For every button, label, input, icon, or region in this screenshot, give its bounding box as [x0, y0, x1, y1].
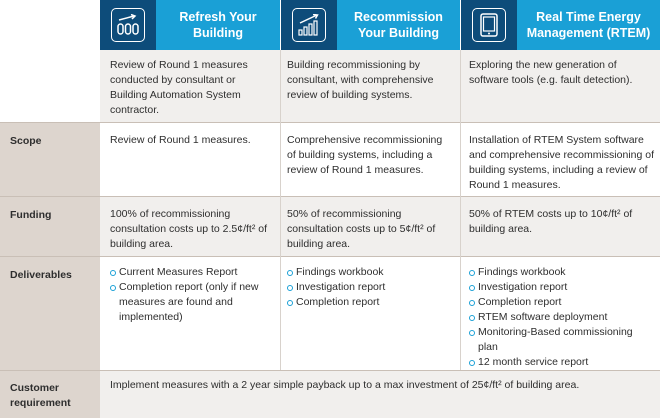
scope-refresh: Review of Round 1 measures.	[100, 123, 280, 196]
deliverables-rtem	[461, 257, 660, 370]
column-divider	[280, 50, 281, 370]
scope-rtem: Installation of RTEM System software and comprehensive recommissioning of building systems, including a review of Round 1 measures.	[461, 123, 660, 196]
header-refresh	[100, 0, 280, 50]
header-title: Real Time Energy Management (RTEM)	[526, 10, 651, 40]
row-divider	[0, 370, 660, 371]
row-divider	[0, 256, 660, 257]
list-item: Completion report (only if new measures are found and implemented)	[110, 280, 272, 325]
list-item: Investigation report	[287, 280, 452, 295]
list-item: Completion report	[287, 295, 452, 310]
list-item: Findings workbook	[287, 265, 452, 280]
list-item: Current Measures Report	[110, 265, 272, 280]
header-rtem	[461, 0, 660, 50]
header-title: Refresh Your Building	[179, 10, 257, 40]
deliverables-label: Deliverables	[0, 257, 100, 370]
intro-refresh: Review of Round 1 measures conducted by consultant or Building Automation System contractor.	[100, 50, 280, 122]
list-item: Investigation report	[469, 280, 654, 295]
scope-label: Scope	[0, 123, 100, 196]
list-item: Completion report	[469, 295, 654, 310]
scope-recommission: Comprehensive recommissioning of building systems, including a review of Round 1 measures.	[281, 123, 460, 196]
header-title: Recommission Your Building	[354, 10, 443, 40]
list-item: Findings workbook	[469, 265, 654, 280]
funding-rtem: 50% of RTEM costs up to 10¢/ft² of building area.	[461, 197, 660, 256]
funding-label: Funding	[0, 197, 100, 256]
intro-rtem: Exploring the new generation of software tools (e.g. fault detection).	[461, 50, 660, 122]
deliverables-recommission	[281, 257, 460, 370]
deliverables-refresh	[100, 257, 280, 370]
funding-refresh: 100% of recommissioning consultation costs up to 2.5¢/ft² of building area.	[100, 197, 280, 256]
row-divider	[0, 122, 660, 123]
customer-requirement-label: Customer requirement	[0, 371, 100, 418]
funding-recommission: 50% of recommissioning consultation costs up to 5¢/ft² of building area.	[281, 197, 460, 256]
tablet-icon	[461, 0, 517, 50]
list-item: RTEM software deployment	[469, 310, 654, 325]
intro-recommission: Building recommissioning by consultant, with comprehensive review of building systems.	[281, 50, 460, 122]
list-item: Monitoring-Based commissioning plan	[469, 325, 654, 355]
customer-requirement-text: Implement measures with a 2 year simple payback up to a max investment of 25¢/ft² of building area.	[100, 371, 660, 418]
bar-chart-icon	[281, 0, 337, 50]
intro-label	[0, 50, 100, 122]
row-divider	[0, 196, 660, 197]
energy-meter-icon	[100, 0, 156, 50]
header-recommission	[281, 0, 460, 50]
list-item: 12 month service report	[469, 355, 654, 370]
column-divider	[460, 50, 461, 370]
